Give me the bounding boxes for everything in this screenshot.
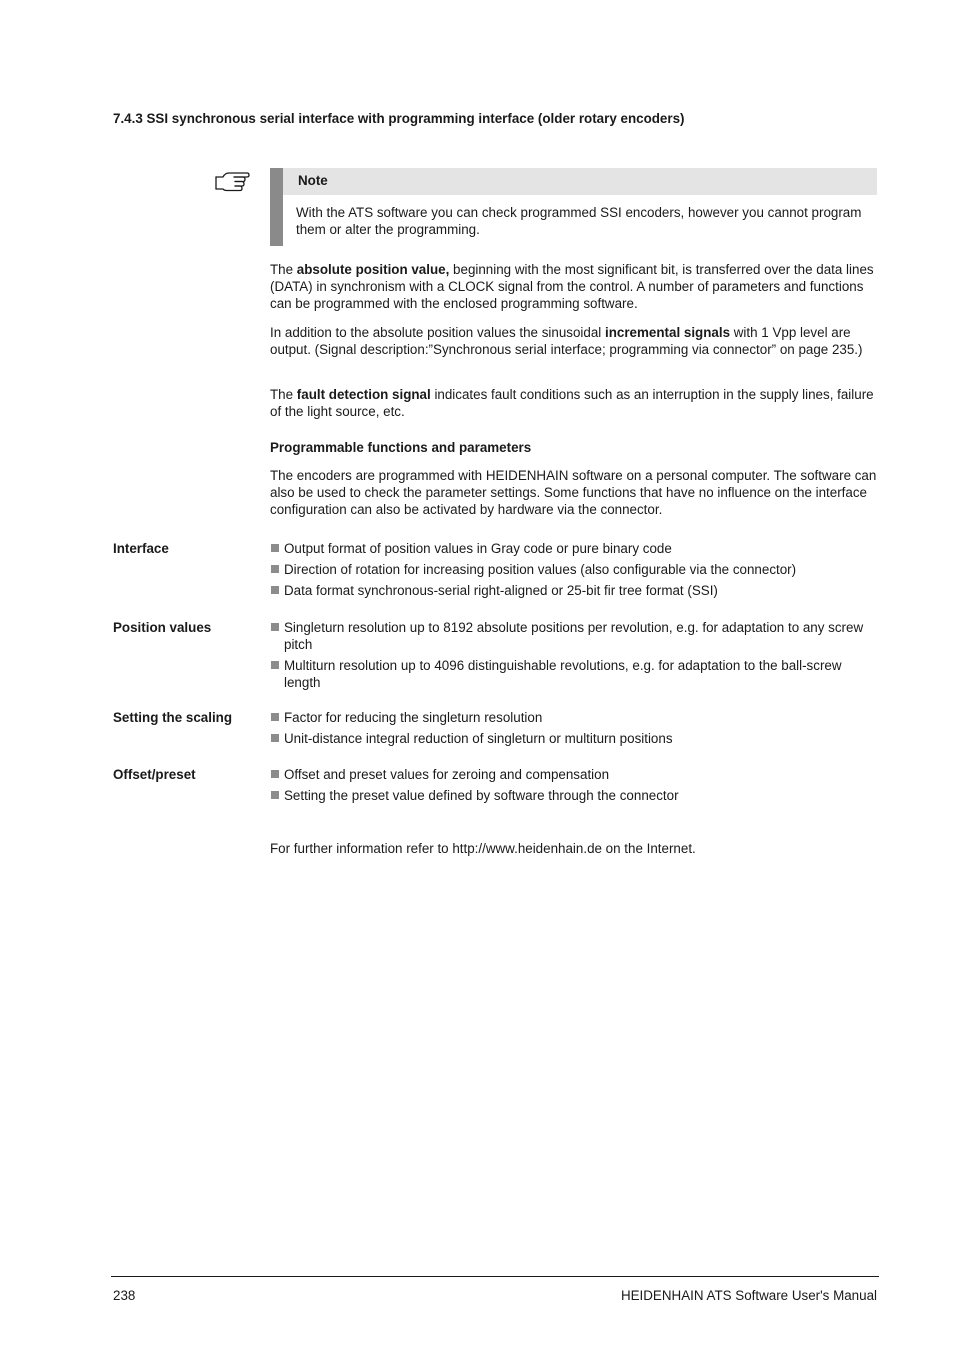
list-item: Direction of rotation for increasing position values (also configurable via the connector) [270,561,877,578]
programmable-text: The encoders are programmed with HEIDENHAIN software on a personal computer. The software can also be used to check the parameter settings. Some functions that have no influence on the interface configuration can also be activated by hardware via the connector. [270,468,877,517]
label-setting-the-scaling: Setting the scaling [113,710,233,725]
square-bullet-icon [271,565,279,573]
square-bullet-icon [271,770,279,778]
list-item: Singleturn resolution up to 8192 absolute positions per revolution, e.g. for adaptation to any screw pitch [270,619,877,653]
footer-divider [111,1276,879,1277]
list-item: Unit-distance integral reduction of singleturn or multiturn positions [270,730,877,747]
offset-preset-list [270,766,877,804]
list-item: Output format of position values in Gray code or pure binary code [270,540,877,557]
square-bullet-icon [271,791,279,799]
position-values-list [270,619,877,691]
square-bullet-icon [271,544,279,552]
note-body: With the ATS software you can check programmed SSI encoders, however you cannot program them or alter the programming. [296,205,862,237]
square-bullet-icon [271,734,279,742]
label-position-values: Position values [113,620,212,635]
list-item: Multiturn resolution up to 4096 distinguishable revolutions, e.g. for adaptation to the ball-screw length [270,657,877,691]
page-number: 238 [113,1288,136,1303]
label-offset-preset: Offset/preset [113,767,196,782]
square-bullet-icon [271,586,279,594]
manual-title: HEIDENHAIN ATS Software User's Manual [620,1288,877,1303]
list-item: Offset and preset values for zeroing and compensation [270,766,877,783]
note-header [283,168,877,195]
list-item: Data format synchronous-serial right-aligned or 25-bit fir tree format (SSI) [270,582,877,599]
square-bullet-icon [271,661,279,669]
further-information: For further information refer to http://www.heidenhain.de on the Internet. [270,841,696,856]
scaling-list [270,709,877,747]
list-item: Setting the preset value defined by software through the connector [270,787,877,804]
list-item: Factor for reducing the singleturn resolution [270,709,877,726]
note-accent-bar [270,168,283,246]
note-title: Note [298,173,328,188]
bold-term: incremental signals [605,325,731,340]
paragraph-incremental-signals: In addition to the absolute position values the sinusoidal incremental signals with 1 Vpp level are output. (Signal description:”Synchronous serial interface; programming via connector” on page 235.) [270,325,863,357]
programmable-heading: Programmable functions and parameters [270,440,532,455]
section-heading: 7.4.3 SSI synchronous serial interface with programming interface (older rotary encoders) [113,111,685,126]
square-bullet-icon [271,623,279,631]
bold-term: absolute position value, [296,262,450,277]
square-bullet-icon [271,713,279,721]
interface-list [270,540,877,599]
bold-term: fault detection signal [296,387,431,402]
pointing-hand-icon [214,168,250,196]
paragraph-absolute-position: The absolute position value, beginning with the most significant bit, is transferred over the data lines (DATA) in synchronism with a CLOCK signal from the control. A number of parameters and functions can be programmed with the enclosed programming software. [270,262,874,311]
paragraph-fault-detection: The fault detection signal indicates fault conditions such as an interruption in the supply lines, failure of the light source, etc. [270,387,874,419]
label-interface: Interface [113,541,169,556]
